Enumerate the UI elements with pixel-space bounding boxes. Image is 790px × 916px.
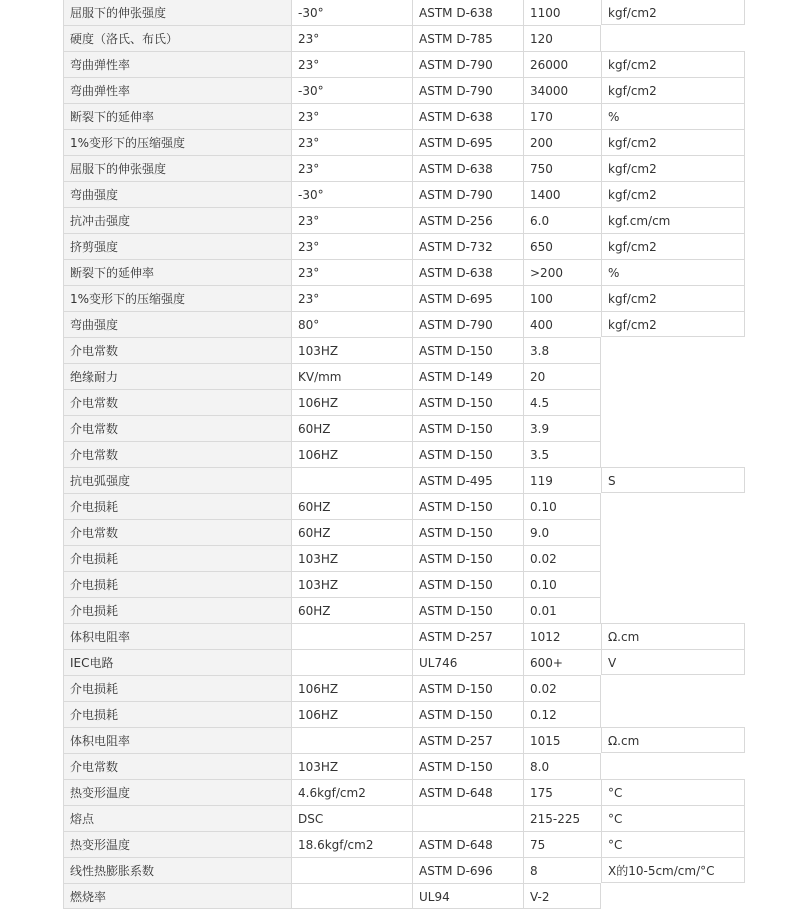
property-cell: 1%变形下的压缩强度 xyxy=(63,285,291,311)
value-cell: 0.02 xyxy=(523,545,601,571)
property-cell: 弯曲弹性率 xyxy=(63,51,291,77)
unit-cell: % xyxy=(601,103,745,129)
table-row xyxy=(63,493,745,519)
condition-cell: 23° xyxy=(291,285,412,311)
value-cell: 26000 xyxy=(523,51,601,77)
table-row xyxy=(63,285,745,311)
value-cell: 20 xyxy=(523,363,601,389)
property-cell: 弯曲弹性率 xyxy=(63,77,291,103)
test-method-cell: ASTM D-150 xyxy=(412,545,523,571)
table-row xyxy=(63,0,745,25)
value-cell: 34000 xyxy=(523,77,601,103)
condition-cell: 23° xyxy=(291,25,412,51)
property-cell: 抗冲击强度 xyxy=(63,207,291,233)
table-row xyxy=(63,233,745,259)
property-cell: 介电损耗 xyxy=(63,597,291,623)
test-method-cell: ASTM D-785 xyxy=(412,25,523,51)
table-row xyxy=(63,675,745,701)
condition-cell: 23° xyxy=(291,129,412,155)
unit-cell: kgf/cm2 xyxy=(601,129,745,155)
condition-cell: 4.6kgf/cm2 xyxy=(291,779,412,805)
property-cell: 弯曲强度 xyxy=(63,311,291,337)
property-cell: 线性热膨胀系数 xyxy=(63,857,291,883)
property-cell: 介电损耗 xyxy=(63,571,291,597)
property-cell: 介电损耗 xyxy=(63,493,291,519)
value-cell: 750 xyxy=(523,155,601,181)
table-row xyxy=(63,441,745,467)
condition-cell: 106HZ xyxy=(291,389,412,415)
condition-cell: 60HZ xyxy=(291,597,412,623)
condition-cell: 80° xyxy=(291,311,412,337)
test-method-cell: ASTM D-790 xyxy=(412,77,523,103)
test-method-cell: ASTM D-150 xyxy=(412,597,523,623)
property-cell: 断裂下的延伸率 xyxy=(63,259,291,285)
unit-cell: °C xyxy=(601,779,745,805)
value-cell: 100 xyxy=(523,285,601,311)
test-method-cell: ASTM D-648 xyxy=(412,831,523,857)
unit-cell: Ω.cm xyxy=(601,623,745,649)
test-method-cell: ASTM D-696 xyxy=(412,857,523,883)
properties-table xyxy=(63,0,745,909)
condition-cell xyxy=(291,623,412,649)
property-cell: 燃烧率 xyxy=(63,883,291,909)
test-method-cell: ASTM D-149 xyxy=(412,363,523,389)
value-cell: 3.9 xyxy=(523,415,601,441)
test-method-cell: ASTM D-790 xyxy=(412,311,523,337)
table-row xyxy=(63,363,745,389)
condition-cell: 23° xyxy=(291,207,412,233)
table-row xyxy=(63,181,745,207)
condition-cell: 60HZ xyxy=(291,519,412,545)
property-cell: 热变形温度 xyxy=(63,831,291,857)
table-row xyxy=(63,883,745,909)
unit-cell: kgf.cm/cm xyxy=(601,207,745,233)
unit-cell: kgf/cm2 xyxy=(601,155,745,181)
value-cell: 0.10 xyxy=(523,493,601,519)
property-cell: 体积电阻率 xyxy=(63,727,291,753)
value-cell: 0.01 xyxy=(523,597,601,623)
test-method-cell: ASTM D-150 xyxy=(412,337,523,363)
test-method-cell: ASTM D-638 xyxy=(412,0,523,25)
unit-cell: Ω.cm xyxy=(601,727,745,753)
value-cell: 1100 xyxy=(523,0,601,25)
table-row xyxy=(63,259,745,285)
condition-cell: 23° xyxy=(291,259,412,285)
condition-cell: 23° xyxy=(291,155,412,181)
test-method-cell: ASTM D-638 xyxy=(412,259,523,285)
value-cell: 215-225 xyxy=(523,805,601,831)
condition-cell: 23° xyxy=(291,233,412,259)
table-row xyxy=(63,519,745,545)
test-method-cell: ASTM D-256 xyxy=(412,207,523,233)
table-row xyxy=(63,337,745,363)
property-cell: 挤剪强度 xyxy=(63,233,291,259)
condition-cell: 23° xyxy=(291,103,412,129)
property-cell: 介电常数 xyxy=(63,337,291,363)
condition-cell xyxy=(291,467,412,493)
condition-cell xyxy=(291,727,412,753)
value-cell: 0.10 xyxy=(523,571,601,597)
table-row xyxy=(63,701,745,727)
value-cell: 8 xyxy=(523,857,601,883)
table-row xyxy=(63,623,745,649)
test-method-cell: ASTM D-150 xyxy=(412,493,523,519)
condition-cell: DSC xyxy=(291,805,412,831)
test-method-cell: ASTM D-150 xyxy=(412,571,523,597)
unit-cell: kgf/cm2 xyxy=(601,311,745,337)
value-cell: 400 xyxy=(523,311,601,337)
test-method-cell: ASTM D-150 xyxy=(412,675,523,701)
table-row xyxy=(63,597,745,623)
value-cell: 1400 xyxy=(523,181,601,207)
property-cell: 抗电弧强度 xyxy=(63,467,291,493)
test-method-cell: ASTM D-150 xyxy=(412,389,523,415)
table-row xyxy=(63,311,745,337)
property-cell: 断裂下的延伸率 xyxy=(63,103,291,129)
property-cell: 弯曲强度 xyxy=(63,181,291,207)
property-cell: 介电常数 xyxy=(63,441,291,467)
table-row xyxy=(63,831,745,857)
condition-cell: 60HZ xyxy=(291,415,412,441)
unit-cell: kgf/cm2 xyxy=(601,51,745,77)
test-method-cell xyxy=(412,805,523,831)
test-method-cell: UL94 xyxy=(412,883,523,909)
table-row xyxy=(63,25,745,51)
property-cell: 1%变形下的压缩强度 xyxy=(63,129,291,155)
table-row xyxy=(63,753,745,779)
value-cell: 200 xyxy=(523,129,601,155)
unit-cell: kgf/cm2 xyxy=(601,285,745,311)
condition-cell: 106HZ xyxy=(291,441,412,467)
value-cell: 6.0 xyxy=(523,207,601,233)
value-cell: 4.5 xyxy=(523,389,601,415)
value-cell: 3.5 xyxy=(523,441,601,467)
property-cell: 介电常数 xyxy=(63,519,291,545)
property-cell: 介电损耗 xyxy=(63,701,291,727)
test-method-cell: ASTM D-150 xyxy=(412,753,523,779)
value-cell: 0.12 xyxy=(523,701,601,727)
condition-cell: 103HZ xyxy=(291,337,412,363)
unit-cell: kgf/cm2 xyxy=(601,77,745,103)
test-method-cell: ASTM D-150 xyxy=(412,519,523,545)
value-cell: 3.8 xyxy=(523,337,601,363)
condition-cell: 106HZ xyxy=(291,675,412,701)
value-cell: 9.0 xyxy=(523,519,601,545)
table-row xyxy=(63,571,745,597)
table-row xyxy=(63,649,745,675)
property-cell: 介电常数 xyxy=(63,415,291,441)
table-row xyxy=(63,389,745,415)
test-method-cell: ASTM D-695 xyxy=(412,129,523,155)
value-cell: 8.0 xyxy=(523,753,601,779)
value-cell: 0.02 xyxy=(523,675,601,701)
condition-cell: 23° xyxy=(291,51,412,77)
condition-cell xyxy=(291,649,412,675)
condition-cell: 103HZ xyxy=(291,545,412,571)
value-cell: >200 xyxy=(523,259,601,285)
table-row xyxy=(63,467,745,493)
condition-cell: 103HZ xyxy=(291,753,412,779)
table-row xyxy=(63,129,745,155)
unit-cell: kgf/cm2 xyxy=(601,233,745,259)
table-row xyxy=(63,207,745,233)
table-row xyxy=(63,857,745,883)
property-cell: 介电损耗 xyxy=(63,545,291,571)
property-cell: 屈服下的伸张强度 xyxy=(63,155,291,181)
test-method-cell: ASTM D-495 xyxy=(412,467,523,493)
condition-cell: KV/mm xyxy=(291,363,412,389)
test-method-cell: ASTM D-257 xyxy=(412,623,523,649)
unit-cell: X的10-5cm/cm/°C xyxy=(601,857,745,883)
condition-cell: 60HZ xyxy=(291,493,412,519)
property-cell: 硬度（洛氏、布氏） xyxy=(63,25,291,51)
table-row xyxy=(63,77,745,103)
test-method-cell: ASTM D-695 xyxy=(412,285,523,311)
property-cell: 热变形温度 xyxy=(63,779,291,805)
condition-cell: 103HZ xyxy=(291,571,412,597)
unit-cell: % xyxy=(601,259,745,285)
property-cell: 介电损耗 xyxy=(63,675,291,701)
table-row xyxy=(63,155,745,181)
table-row xyxy=(63,727,745,753)
value-cell: 1015 xyxy=(523,727,601,753)
table-row xyxy=(63,805,745,831)
condition-cell xyxy=(291,857,412,883)
unit-cell: °C xyxy=(601,831,745,857)
property-cell: IEC电路 xyxy=(63,649,291,675)
unit-cell: °C xyxy=(601,805,745,831)
property-cell: 绝缘耐力 xyxy=(63,363,291,389)
value-cell: 120 xyxy=(523,25,601,51)
test-method-cell: ASTM D-150 xyxy=(412,701,523,727)
table-row xyxy=(63,779,745,805)
property-cell: 体积电阻率 xyxy=(63,623,291,649)
test-method-cell: ASTM D-732 xyxy=(412,233,523,259)
property-cell: 熔点 xyxy=(63,805,291,831)
condition-cell xyxy=(291,883,412,909)
value-cell: 75 xyxy=(523,831,601,857)
property-cell: 介电常数 xyxy=(63,389,291,415)
test-method-cell: ASTM D-150 xyxy=(412,415,523,441)
unit-cell: S xyxy=(601,467,745,493)
value-cell: 175 xyxy=(523,779,601,805)
condition-cell: 18.6kgf/cm2 xyxy=(291,831,412,857)
property-cell: 屈服下的伸张强度 xyxy=(63,0,291,25)
unit-cell: kgf/cm2 xyxy=(601,0,745,25)
value-cell: 600+ xyxy=(523,649,601,675)
value-cell: 119 xyxy=(523,467,601,493)
value-cell: 1012 xyxy=(523,623,601,649)
test-method-cell: ASTM D-638 xyxy=(412,155,523,181)
condition-cell: 106HZ xyxy=(291,701,412,727)
unit-cell: V xyxy=(601,649,745,675)
condition-cell: -30° xyxy=(291,0,412,25)
test-method-cell: ASTM D-638 xyxy=(412,103,523,129)
test-method-cell: ASTM D-150 xyxy=(412,441,523,467)
table-row xyxy=(63,545,745,571)
table-row xyxy=(63,51,745,77)
table-row xyxy=(63,103,745,129)
test-method-cell: ASTM D-648 xyxy=(412,779,523,805)
test-method-cell: UL746 xyxy=(412,649,523,675)
table-row xyxy=(63,415,745,441)
condition-cell: -30° xyxy=(291,77,412,103)
test-method-cell: ASTM D-790 xyxy=(412,181,523,207)
unit-cell: kgf/cm2 xyxy=(601,181,745,207)
test-method-cell: ASTM D-257 xyxy=(412,727,523,753)
value-cell: 650 xyxy=(523,233,601,259)
test-method-cell: ASTM D-790 xyxy=(412,51,523,77)
value-cell: V-2 xyxy=(523,883,601,909)
value-cell: 170 xyxy=(523,103,601,129)
condition-cell: -30° xyxy=(291,181,412,207)
property-cell: 介电常数 xyxy=(63,753,291,779)
